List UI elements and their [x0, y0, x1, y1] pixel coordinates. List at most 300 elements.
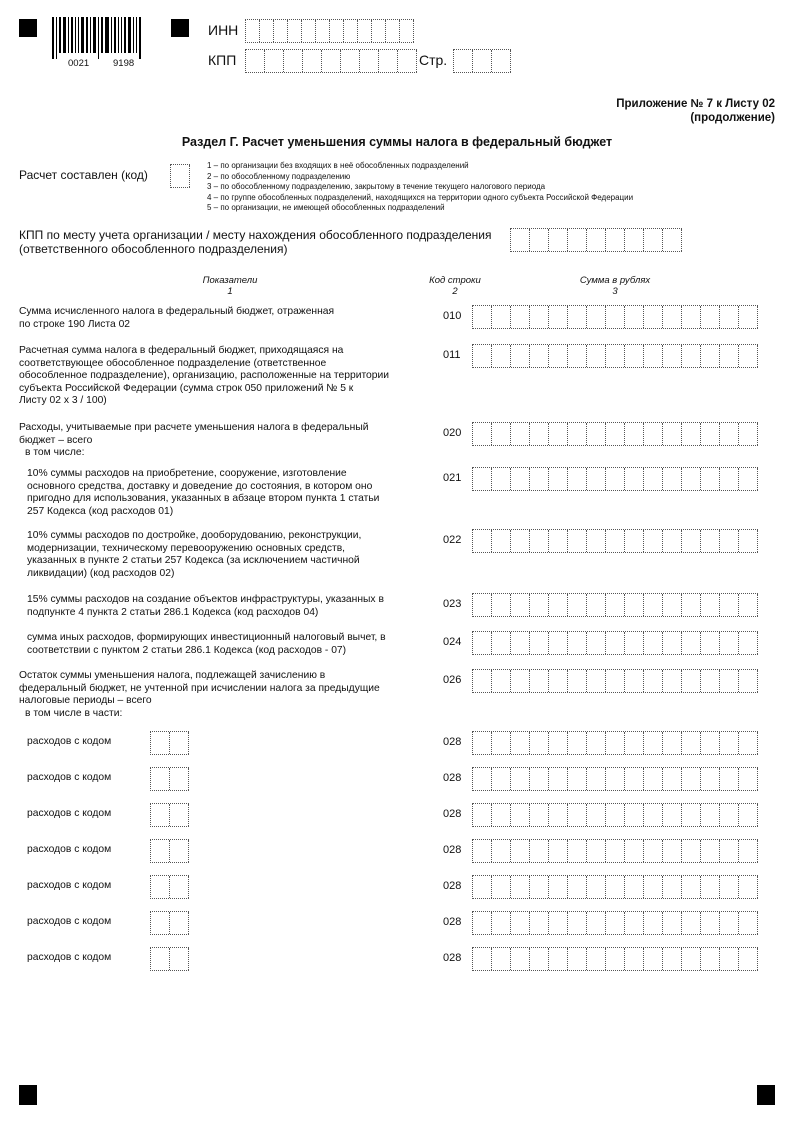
input-cell[interactable]: [644, 876, 663, 898]
input-cell[interactable]: [568, 768, 587, 790]
input-cell[interactable]: [549, 876, 568, 898]
input-cell[interactable]: [511, 804, 530, 826]
input-cell[interactable]: [473, 50, 492, 72]
input-cell[interactable]: [606, 423, 625, 445]
sum-field-028[interactable]: [472, 803, 758, 827]
input-cell[interactable]: [530, 876, 549, 898]
input-cell[interactable]: [682, 530, 701, 552]
input-cell[interactable]: [682, 670, 701, 692]
input-cell[interactable]: [549, 768, 568, 790]
input-cell[interactable]: [530, 468, 549, 490]
input-cell[interactable]: [682, 345, 701, 367]
input-cell[interactable]: [549, 594, 568, 616]
input-cell[interactable]: [625, 804, 644, 826]
input-cell[interactable]: [739, 732, 758, 754]
input-cell[interactable]: [549, 670, 568, 692]
input-cell[interactable]: [720, 670, 739, 692]
input-cell[interactable]: [644, 732, 663, 754]
input-cell[interactable]: [530, 804, 549, 826]
input-cell[interactable]: [473, 732, 492, 754]
input-cell[interactable]: [682, 876, 701, 898]
input-cell[interactable]: [568, 948, 587, 970]
input-cell[interactable]: [739, 594, 758, 616]
input-cell[interactable]: [511, 670, 530, 692]
input-cell[interactable]: [170, 732, 189, 754]
expense-code-field[interactable]: [150, 803, 189, 827]
input-cell[interactable]: [720, 345, 739, 367]
input-cell[interactable]: [568, 876, 587, 898]
input-cell[interactable]: [549, 948, 568, 970]
input-cell[interactable]: [473, 670, 492, 692]
input-cell[interactable]: [587, 594, 606, 616]
input-cell[interactable]: [606, 840, 625, 862]
input-cell[interactable]: [530, 530, 549, 552]
input-cell[interactable]: [739, 840, 758, 862]
input-cell[interactable]: [568, 732, 587, 754]
input-cell[interactable]: [511, 732, 530, 754]
input-cell[interactable]: [663, 840, 682, 862]
input-cell[interactable]: [625, 732, 644, 754]
input-cell[interactable]: [587, 768, 606, 790]
input-cell[interactable]: [682, 732, 701, 754]
input-cell[interactable]: [587, 632, 606, 654]
input-cell[interactable]: [568, 804, 587, 826]
input-cell[interactable]: [625, 530, 644, 552]
input-cell[interactable]: [492, 670, 511, 692]
input-cell[interactable]: [473, 804, 492, 826]
input-cell[interactable]: [739, 768, 758, 790]
input-cell[interactable]: [322, 50, 341, 72]
input-cell[interactable]: [720, 876, 739, 898]
input-cell[interactable]: [530, 840, 549, 862]
input-cell[interactable]: [682, 306, 701, 328]
input-cell[interactable]: [151, 948, 170, 970]
input-cell[interactable]: [549, 732, 568, 754]
inn-field[interactable]: [245, 19, 414, 43]
input-cell[interactable]: [587, 804, 606, 826]
input-cell[interactable]: [492, 50, 511, 72]
input-cell[interactable]: [568, 306, 587, 328]
calc-code-field[interactable]: [170, 164, 190, 188]
input-cell[interactable]: [720, 768, 739, 790]
input-cell[interactable]: [701, 594, 720, 616]
input-cell[interactable]: [644, 468, 663, 490]
input-cell[interactable]: [663, 670, 682, 692]
input-cell[interactable]: [549, 632, 568, 654]
input-cell[interactable]: [151, 840, 170, 862]
input-cell[interactable]: [625, 768, 644, 790]
input-cell[interactable]: [682, 632, 701, 654]
input-cell[interactable]: [568, 229, 587, 251]
input-cell[interactable]: [701, 768, 720, 790]
input-cell[interactable]: [568, 345, 587, 367]
input-cell[interactable]: [701, 804, 720, 826]
input-cell[interactable]: [170, 840, 189, 862]
input-cell[interactable]: [682, 840, 701, 862]
input-cell[interactable]: [606, 594, 625, 616]
input-cell[interactable]: [568, 423, 587, 445]
input-cell[interactable]: [492, 732, 511, 754]
input-cell[interactable]: [511, 594, 530, 616]
input-cell[interactable]: [720, 732, 739, 754]
sum-field-010[interactable]: [472, 305, 758, 329]
input-cell[interactable]: [492, 468, 511, 490]
input-cell[interactable]: [386, 20, 400, 42]
input-cell[interactable]: [587, 732, 606, 754]
input-cell[interactable]: [739, 423, 758, 445]
input-cell[interactable]: [587, 345, 606, 367]
sum-field-026[interactable]: [472, 669, 758, 693]
input-cell[interactable]: [587, 948, 606, 970]
input-cell[interactable]: [739, 876, 758, 898]
input-cell[interactable]: [492, 423, 511, 445]
input-cell[interactable]: [530, 632, 549, 654]
input-cell[interactable]: [625, 670, 644, 692]
input-cell[interactable]: [606, 912, 625, 934]
input-cell[interactable]: [511, 423, 530, 445]
input-cell[interactable]: [720, 594, 739, 616]
input-cell[interactable]: [720, 632, 739, 654]
input-cell[interactable]: [454, 50, 473, 72]
input-cell[interactable]: [625, 229, 644, 251]
input-cell[interactable]: [170, 804, 189, 826]
input-cell[interactable]: [606, 530, 625, 552]
input-cell[interactable]: [682, 804, 701, 826]
input-cell[interactable]: [720, 468, 739, 490]
input-cell[interactable]: [549, 229, 568, 251]
input-cell[interactable]: [644, 229, 663, 251]
input-cell[interactable]: [358, 20, 372, 42]
input-cell[interactable]: [663, 912, 682, 934]
input-cell[interactable]: [492, 306, 511, 328]
input-cell[interactable]: [663, 345, 682, 367]
input-cell[interactable]: [473, 632, 492, 654]
input-cell[interactable]: [473, 468, 492, 490]
input-cell[interactable]: [511, 345, 530, 367]
input-cell[interactable]: [587, 468, 606, 490]
input-cell[interactable]: [151, 768, 170, 790]
sum-field-020[interactable]: [472, 422, 758, 446]
input-cell[interactable]: [701, 840, 720, 862]
input-cell[interactable]: [644, 345, 663, 367]
input-cell[interactable]: [400, 20, 414, 42]
input-cell[interactable]: [701, 670, 720, 692]
input-cell[interactable]: [473, 306, 492, 328]
input-cell[interactable]: [720, 530, 739, 552]
input-cell[interactable]: [739, 804, 758, 826]
input-cell[interactable]: [682, 594, 701, 616]
sum-field-021[interactable]: [472, 467, 758, 491]
input-cell[interactable]: [625, 948, 644, 970]
input-cell[interactable]: [587, 670, 606, 692]
input-cell[interactable]: [473, 423, 492, 445]
input-cell[interactable]: [644, 840, 663, 862]
page-field[interactable]: [453, 49, 511, 73]
input-cell[interactable]: [663, 530, 682, 552]
input-cell[interactable]: [549, 423, 568, 445]
input-cell[interactable]: [587, 423, 606, 445]
input-cell[interactable]: [663, 804, 682, 826]
input-cell[interactable]: [720, 423, 739, 445]
input-cell[interactable]: [701, 632, 720, 654]
input-cell[interactable]: [473, 345, 492, 367]
input-cell[interactable]: [246, 20, 260, 42]
expense-code-field[interactable]: [150, 767, 189, 791]
input-cell[interactable]: [530, 229, 549, 251]
input-cell[interactable]: [360, 50, 379, 72]
input-cell[interactable]: [587, 840, 606, 862]
input-cell[interactable]: [151, 732, 170, 754]
input-cell[interactable]: [682, 948, 701, 970]
input-cell[interactable]: [473, 840, 492, 862]
input-cell[interactable]: [549, 530, 568, 552]
input-cell[interactable]: [341, 50, 360, 72]
expense-code-field[interactable]: [150, 731, 189, 755]
input-cell[interactable]: [492, 912, 511, 934]
input-cell[interactable]: [284, 50, 303, 72]
input-cell[interactable]: [511, 948, 530, 970]
input-cell[interactable]: [492, 530, 511, 552]
input-cell[interactable]: [739, 345, 758, 367]
input-cell[interactable]: [606, 768, 625, 790]
input-cell[interactable]: [720, 804, 739, 826]
input-cell[interactable]: [625, 306, 644, 328]
input-cell[interactable]: [644, 670, 663, 692]
input-cell[interactable]: [625, 345, 644, 367]
input-cell[interactable]: [606, 876, 625, 898]
input-cell[interactable]: [625, 468, 644, 490]
input-cell[interactable]: [260, 20, 274, 42]
input-cell[interactable]: [644, 306, 663, 328]
input-cell[interactable]: [720, 948, 739, 970]
input-cell[interactable]: [549, 306, 568, 328]
input-cell[interactable]: [701, 876, 720, 898]
input-cell[interactable]: [568, 840, 587, 862]
input-cell[interactable]: [549, 804, 568, 826]
sum-field-028[interactable]: [472, 731, 758, 755]
input-cell[interactable]: [625, 912, 644, 934]
input-cell[interactable]: [265, 50, 284, 72]
input-cell[interactable]: [473, 594, 492, 616]
input-cell[interactable]: [170, 912, 189, 934]
input-cell[interactable]: [701, 948, 720, 970]
input-cell[interactable]: [151, 804, 170, 826]
input-cell[interactable]: [473, 948, 492, 970]
input-cell[interactable]: [606, 670, 625, 692]
input-cell[interactable]: [171, 165, 190, 187]
input-cell[interactable]: [303, 50, 322, 72]
kpp-place-field[interactable]: [510, 228, 682, 252]
input-cell[interactable]: [492, 594, 511, 616]
input-cell[interactable]: [549, 912, 568, 934]
input-cell[interactable]: [473, 768, 492, 790]
input-cell[interactable]: [739, 632, 758, 654]
sum-field-024[interactable]: [472, 631, 758, 655]
sum-field-022[interactable]: [472, 529, 758, 553]
input-cell[interactable]: [530, 306, 549, 328]
sum-field-028[interactable]: [472, 911, 758, 935]
input-cell[interactable]: [530, 732, 549, 754]
kpp-field[interactable]: [245, 49, 417, 73]
input-cell[interactable]: [473, 876, 492, 898]
input-cell[interactable]: [587, 530, 606, 552]
input-cell[interactable]: [663, 632, 682, 654]
input-cell[interactable]: [701, 423, 720, 445]
sum-field-028[interactable]: [472, 875, 758, 899]
input-cell[interactable]: [170, 768, 189, 790]
sum-field-028[interactable]: [472, 767, 758, 791]
input-cell[interactable]: [492, 632, 511, 654]
input-cell[interactable]: [511, 768, 530, 790]
input-cell[interactable]: [739, 912, 758, 934]
input-cell[interactable]: [530, 423, 549, 445]
input-cell[interactable]: [739, 670, 758, 692]
input-cell[interactable]: [568, 468, 587, 490]
input-cell[interactable]: [663, 423, 682, 445]
input-cell[interactable]: [530, 948, 549, 970]
input-cell[interactable]: [302, 20, 316, 42]
input-cell[interactable]: [511, 468, 530, 490]
input-cell[interactable]: [644, 948, 663, 970]
input-cell[interactable]: [625, 423, 644, 445]
input-cell[interactable]: [701, 912, 720, 934]
input-cell[interactable]: [568, 912, 587, 934]
sum-field-028[interactable]: [472, 839, 758, 863]
input-cell[interactable]: [606, 948, 625, 970]
input-cell[interactable]: [682, 912, 701, 934]
input-cell[interactable]: [682, 468, 701, 490]
input-cell[interactable]: [492, 804, 511, 826]
input-cell[interactable]: [568, 594, 587, 616]
input-cell[interactable]: [701, 732, 720, 754]
input-cell[interactable]: [530, 594, 549, 616]
input-cell[interactable]: [511, 306, 530, 328]
input-cell[interactable]: [606, 345, 625, 367]
input-cell[interactable]: [644, 423, 663, 445]
expense-code-field[interactable]: [150, 911, 189, 935]
input-cell[interactable]: [511, 229, 530, 251]
input-cell[interactable]: [701, 306, 720, 328]
input-cell[interactable]: [606, 468, 625, 490]
input-cell[interactable]: [549, 345, 568, 367]
expense-code-field[interactable]: [150, 875, 189, 899]
input-cell[interactable]: [644, 530, 663, 552]
input-cell[interactable]: [644, 768, 663, 790]
input-cell[interactable]: [739, 948, 758, 970]
input-cell[interactable]: [663, 306, 682, 328]
input-cell[interactable]: [682, 768, 701, 790]
input-cell[interactable]: [549, 468, 568, 490]
input-cell[interactable]: [606, 306, 625, 328]
input-cell[interactable]: [530, 670, 549, 692]
input-cell[interactable]: [606, 804, 625, 826]
input-cell[interactable]: [473, 530, 492, 552]
sum-field-028[interactable]: [472, 947, 758, 971]
input-cell[interactable]: [511, 530, 530, 552]
input-cell[interactable]: [372, 20, 386, 42]
input-cell[interactable]: [663, 732, 682, 754]
input-cell[interactable]: [530, 345, 549, 367]
input-cell[interactable]: [568, 670, 587, 692]
input-cell[interactable]: [739, 530, 758, 552]
input-cell[interactable]: [530, 912, 549, 934]
input-cell[interactable]: [398, 50, 417, 72]
input-cell[interactable]: [644, 912, 663, 934]
input-cell[interactable]: [739, 306, 758, 328]
expense-code-field[interactable]: [150, 947, 189, 971]
input-cell[interactable]: [246, 50, 265, 72]
input-cell[interactable]: [625, 876, 644, 898]
input-cell[interactable]: [492, 840, 511, 862]
input-cell[interactable]: [701, 530, 720, 552]
input-cell[interactable]: [644, 632, 663, 654]
input-cell[interactable]: [316, 20, 330, 42]
input-cell[interactable]: [170, 876, 189, 898]
input-cell[interactable]: [379, 50, 398, 72]
input-cell[interactable]: [606, 732, 625, 754]
input-cell[interactable]: [151, 876, 170, 898]
input-cell[interactable]: [568, 530, 587, 552]
input-cell[interactable]: [625, 632, 644, 654]
input-cell[interactable]: [663, 876, 682, 898]
input-cell[interactable]: [720, 306, 739, 328]
input-cell[interactable]: [682, 423, 701, 445]
input-cell[interactable]: [330, 20, 344, 42]
input-cell[interactable]: [288, 20, 302, 42]
input-cell[interactable]: [663, 948, 682, 970]
input-cell[interactable]: [511, 632, 530, 654]
input-cell[interactable]: [492, 876, 511, 898]
input-cell[interactable]: [606, 632, 625, 654]
input-cell[interactable]: [549, 840, 568, 862]
input-cell[interactable]: [511, 840, 530, 862]
input-cell[interactable]: [720, 840, 739, 862]
input-cell[interactable]: [587, 306, 606, 328]
input-cell[interactable]: [625, 840, 644, 862]
input-cell[interactable]: [739, 468, 758, 490]
input-cell[interactable]: [663, 768, 682, 790]
input-cell[interactable]: [492, 345, 511, 367]
input-cell[interactable]: [530, 768, 549, 790]
input-cell[interactable]: [701, 468, 720, 490]
input-cell[interactable]: [587, 229, 606, 251]
input-cell[interactable]: [492, 948, 511, 970]
input-cell[interactable]: [274, 20, 288, 42]
input-cell[interactable]: [568, 632, 587, 654]
input-cell[interactable]: [644, 594, 663, 616]
input-cell[interactable]: [587, 876, 606, 898]
input-cell[interactable]: [151, 912, 170, 934]
input-cell[interactable]: [701, 345, 720, 367]
input-cell[interactable]: [644, 804, 663, 826]
expense-code-field[interactable]: [150, 839, 189, 863]
input-cell[interactable]: [606, 229, 625, 251]
input-cell[interactable]: [511, 876, 530, 898]
input-cell[interactable]: [511, 912, 530, 934]
input-cell[interactable]: [344, 20, 358, 42]
input-cell[interactable]: [492, 768, 511, 790]
sum-field-011[interactable]: [472, 344, 758, 368]
input-cell[interactable]: [663, 468, 682, 490]
input-cell[interactable]: [663, 594, 682, 616]
input-cell[interactable]: [587, 912, 606, 934]
input-cell[interactable]: [663, 229, 682, 251]
input-cell[interactable]: [720, 912, 739, 934]
input-cell[interactable]: [625, 594, 644, 616]
input-cell[interactable]: [473, 912, 492, 934]
sum-field-023[interactable]: [472, 593, 758, 617]
input-cell[interactable]: [170, 948, 189, 970]
